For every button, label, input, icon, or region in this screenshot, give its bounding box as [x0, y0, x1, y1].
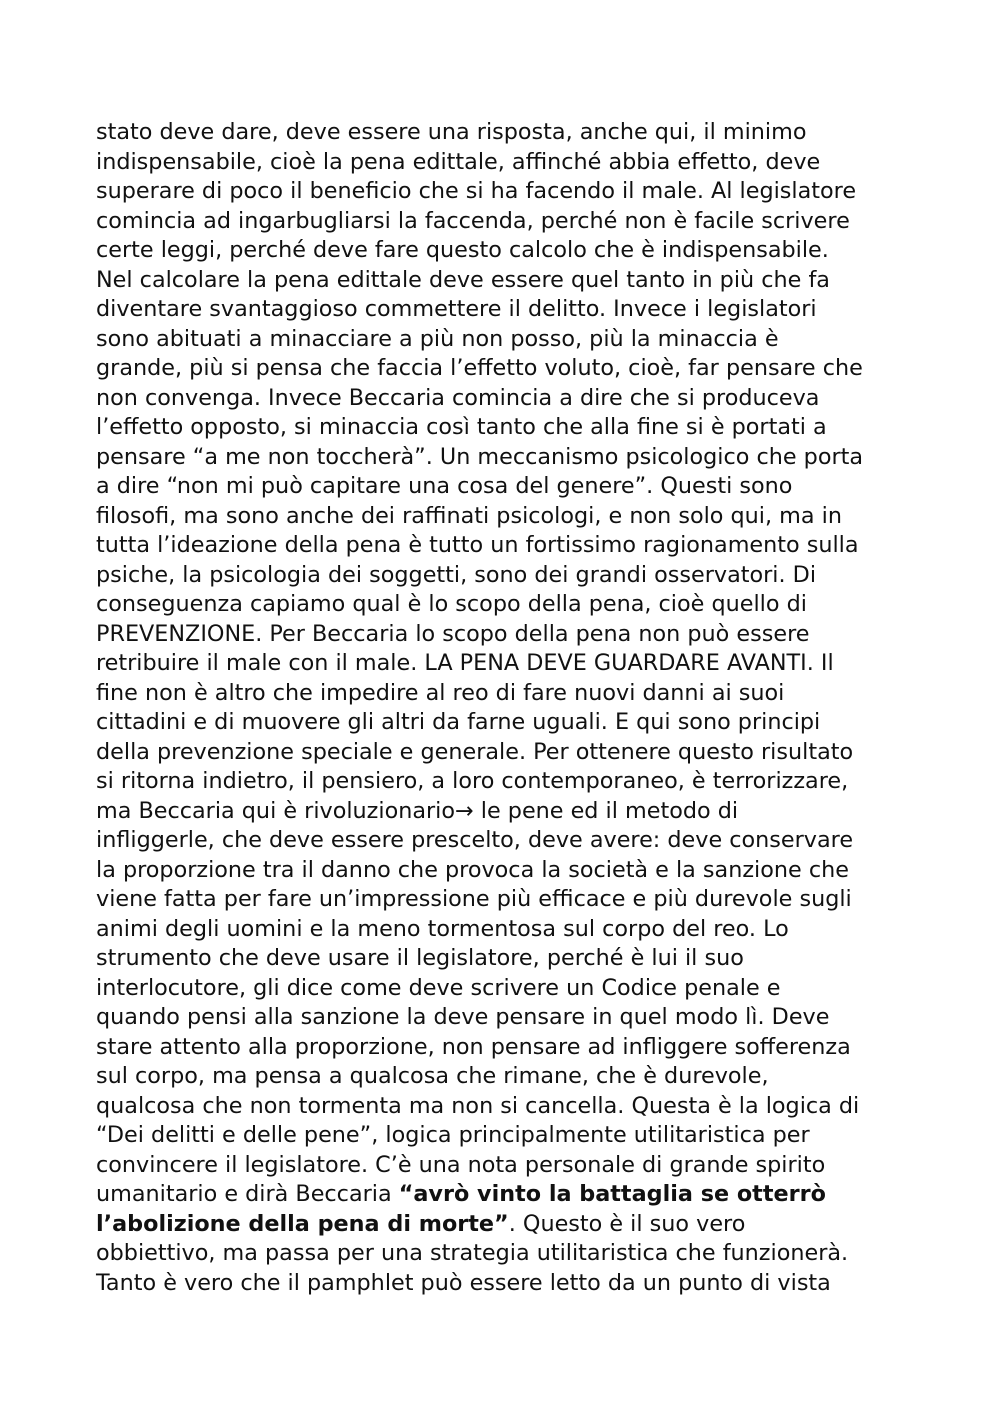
text-line: Nel calcolare la pena edittale deve essere quel tanto in più che fa [96, 266, 830, 293]
text-line: sul corpo, ma pensa a qualcosa che rimane, che è durevole, [96, 1063, 769, 1089]
text-line: l’effetto opposto, si minaccia così tanto che alla fine si è portati a [96, 414, 827, 440]
text-line: superare di poco il beneficio che si ha facendo il male. Al legislatore [96, 178, 857, 204]
text-line: della prevenzione speciale e generale. Per ottenere questo risultato [96, 738, 854, 765]
bold-quote: “avrò vinto la battaglia se otterrò [398, 1181, 826, 1207]
text-line: PREVENZIONE. Per Beccaria lo scopo della pena non può essere [96, 620, 810, 647]
text-line: Tanto è vero che il pamphlet può essere letto da un punto di vista [96, 1269, 831, 1296]
text-line: “Dei delitti e delle pene”, logica principalmente utilitaristica per [96, 1122, 810, 1148]
text-line: a dire “non mi può capitare una cosa del genere”. Questi sono [96, 473, 793, 499]
body-text [96, 118, 916, 1298]
text-line: grande, più si pensa che faccia l’effetto voluto, cioè, far pensare che [96, 355, 863, 381]
text-line: animi degli uomini e la meno tormentosa sul corpo del reo. Lo [96, 915, 789, 942]
text-line-mixed [96, 1180, 916, 1210]
text-line: ma Beccaria qui è rivoluzionario→ le pene ed il metodo di [96, 797, 739, 824]
text-line: qualcosa che non tormenta ma non si cancella. Questa è la logica di [96, 1092, 860, 1119]
text-line: comincia ad ingarbugliarsi la faccenda, perché non è facile scrivere [96, 207, 850, 234]
text-line: infliggerle, che deve essere prescelto, deve avere: deve conservare [96, 827, 854, 853]
text-line: indispensabile, cioè la pena edittale, affinché abbia effetto, deve [96, 148, 821, 175]
text-line: fine non è altro che impedire al reo di fare nuovi danni ai suoi [96, 679, 785, 706]
text-line: cittadini e di muovere gli altri da farne uguali. E qui sono principi [96, 709, 821, 735]
text-line: si ritorna indietro, il pensiero, a loro contemporaneo, è terrorizzare, [96, 768, 849, 794]
text-line: conseguenza capiamo qual è lo scopo della pena, cioè quello di [96, 591, 807, 617]
text-run: umanitario e dirà Beccaria [96, 1181, 399, 1207]
text-line: quando pensi alla sanzione la deve pensare in quel modo lì. Deve [96, 1004, 830, 1030]
text-line: pensare “a me non toccherà”. Un meccanismo psicologico che porta [96, 443, 864, 470]
text-line: non convenga. Invece Beccaria comincia a dire che si produceva [96, 384, 820, 411]
text-line: convincere il legislatore. C’è una nota personale di grande spirito [96, 1151, 826, 1178]
text-line: certe leggi, perché deve fare questo calcolo che è indispensabile. [96, 237, 829, 263]
text-line-mixed [96, 1210, 916, 1240]
text-line: interlocutore, gli dice come deve scrivere un Codice penale e [96, 974, 781, 1001]
text-line: strumento che deve usare il legislatore, perché è lui il suo [96, 945, 744, 971]
text-line: viene fatta per fare un’impressione più efficace e più durevole sugli [96, 886, 852, 912]
text-run: . Questo è il suo vero [508, 1210, 746, 1237]
bold-quote: l’abolizione della pena di morte” [96, 1210, 509, 1237]
text-line: stato deve dare, deve essere una risposta, anche qui, il minimo [96, 119, 807, 145]
text-line: tutta l’ideazione della pena è tutto un fortissimo ragionamento sulla [96, 532, 859, 558]
text-line: psiche, la psicologia dei soggetti, sono dei grandi osservatori. Di [96, 561, 817, 588]
text-line: stare attento alla proporzione, non pensare ad infliggere sofferenza [96, 1033, 851, 1060]
text-line: retribuire il male con il male. LA PENA DEVE GUARDARE AVANTI. Il [96, 650, 834, 676]
text-line: obbiettivo, ma passa per una strategia utilitaristica che funzionerà. [96, 1240, 849, 1266]
text-line: la proporzione tra il danno che provoca la società e la sanzione che [96, 856, 849, 883]
text-line: sono abituati a minacciare a più non posso, più la minaccia è [96, 325, 779, 352]
text-line: filosofi, ma sono anche dei raffinati psicologi, e non solo qui, ma in [96, 502, 842, 529]
text-line: diventare svantaggioso commettere il delitto. Invece i legislatori [96, 296, 817, 322]
